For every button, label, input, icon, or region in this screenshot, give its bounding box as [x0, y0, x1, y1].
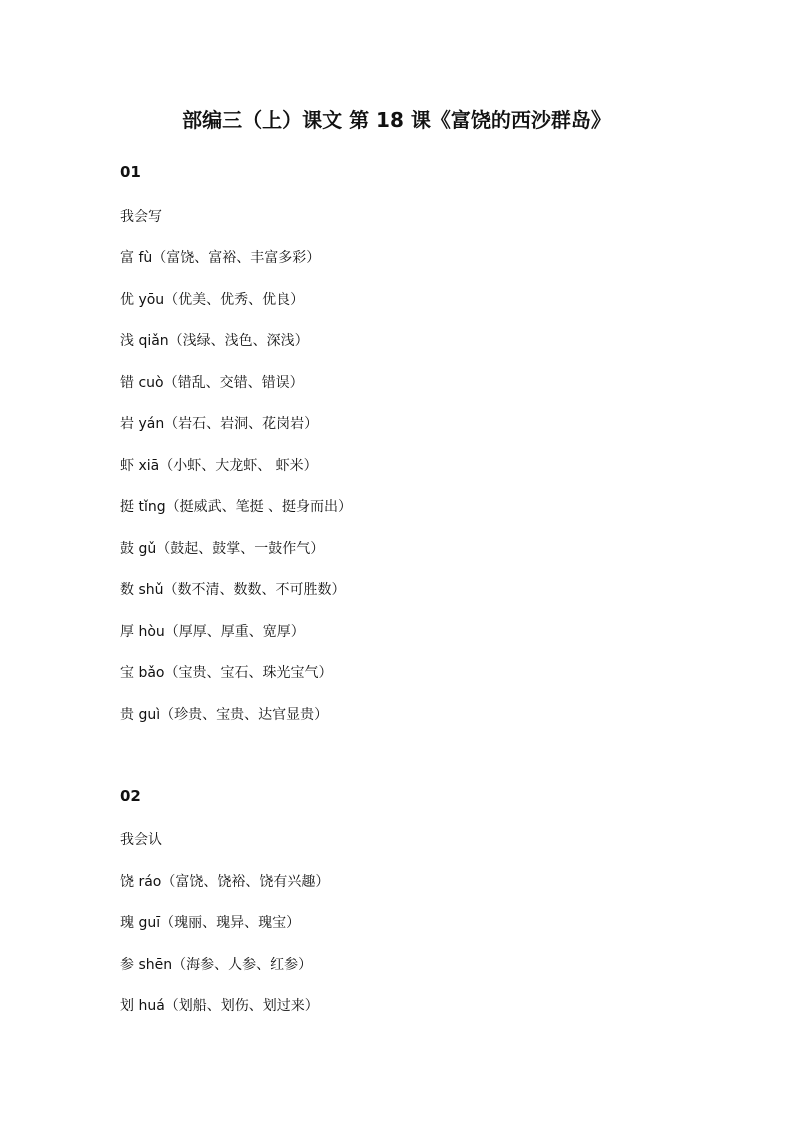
section-number: 01	[120, 163, 141, 181]
vocab-item: 瑰 guī（瑰丽、瑰异、瑰宝）	[120, 915, 301, 931]
vocab-item: 饶 ráo（富饶、饶裕、饶有兴趣）	[120, 874, 330, 890]
section-heading: 我会写	[120, 209, 162, 225]
vocab-item: 划 huá（划船、划伤、划过来）	[120, 998, 319, 1014]
section-heading: 我会认	[120, 832, 162, 848]
vocab-item: 浅 qiǎn（浅绿、浅色、深浅）	[120, 333, 309, 349]
vocab-item: 挺 tǐng（挺威武、笔挺 、挺身而出）	[120, 499, 353, 515]
vocab-item: 参 shēn（海参、人参、红参）	[120, 957, 313, 973]
vocab-item: 鼓 gǔ（鼓起、鼓掌、一鼓作气）	[120, 541, 325, 557]
vocab-item: 岩 yán（岩石、岩洞、花岗岩）	[120, 416, 319, 432]
section-number: 02	[120, 787, 141, 805]
vocab-item: 优 yōu（优美、优秀、优良）	[120, 292, 305, 308]
vocab-item: 厚 hòu（厚厚、厚重、宽厚）	[120, 624, 305, 640]
document-title: 部编三（上）课文 第 18 课《富饶的西沙群岛》	[182, 108, 611, 132]
vocab-item: 错 cuò（错乱、交错、错误）	[120, 375, 304, 391]
vocab-item: 富 fù（富饶、富裕、丰富多彩）	[120, 250, 321, 266]
vocab-item: 虾 xiā（小虾、大龙虾、 虾米）	[120, 458, 318, 474]
vocab-item: 宝 bǎo（宝贵、宝石、珠光宝气）	[120, 665, 333, 681]
vocab-item: 数 shǔ（数不清、数数、不可胜数）	[120, 582, 346, 598]
vocab-item: 贵 guì（珍贵、宝贵、达官显贵）	[120, 707, 329, 723]
